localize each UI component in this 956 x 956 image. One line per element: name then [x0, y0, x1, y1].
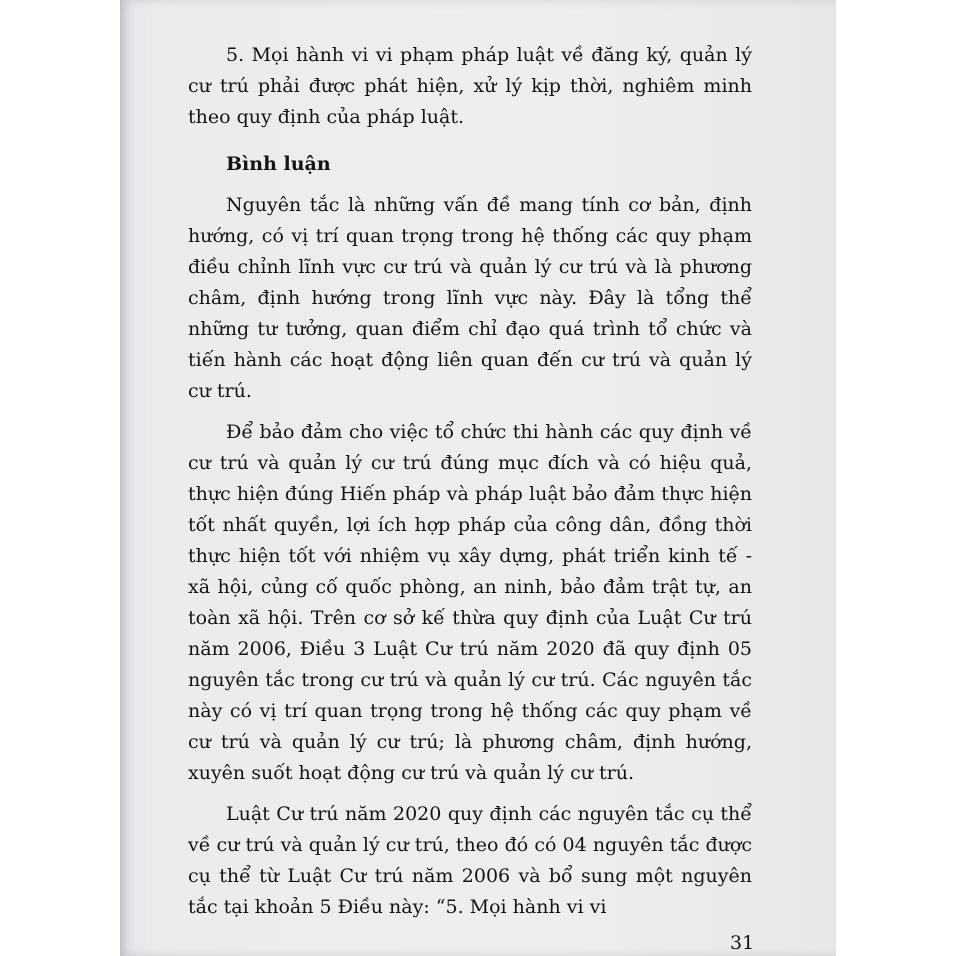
page-number: 31	[730, 932, 755, 954]
paragraph-principles-purpose: Để bảo đảm cho việc tổ chức thi hành các quy định về cư trú và quản lý cư trú đúng mục đích và có hiệu quả, thực hiện đúng Hiến pháp và pháp luật bảo đảm thực hiện tốt nhất quyền, lợi ích hợp pháp của công dân, đồng thời thực hiện tốt với nhiệm vụ xây dựng, phát triển kinh tế - xã hội, củng cố quốc phòng, an ninh, bảo đảm trật tự, an toàn xã hội. Trên cơ sở kế thừa quy định của Luật Cư trú năm 2006, Điều 3 Luật Cư trú năm 2020 đã quy định 05 nguyên tắc trong cư trú và quản lý cư trú. Các nguyên tắc này có vị trí quan trọng trong hệ thống các quy phạm về cư trú và quản lý cư trú; là phương châm, định hướng, xuyên suốt hoạt động cư trú và quản lý cư trú.	[188, 421, 752, 784]
paragraph-clause-5: 5. Mọi hành vi vi phạm pháp luật về đăng ký, quản lý cư trú phải được phát hiện, xử lý kịp thời, nghiêm minh theo quy định của pháp luật.	[188, 44, 752, 128]
paragraph-principles-definition: Nguyên tắc là những vấn đề mang tính cơ bản, định hướng, có vị trí quan trọng trong hệ thống các quy phạm điều chỉnh lĩnh vực cư trú và quản lý cư trú và là phương châm, định hướng trong lĩnh vực này. Đây là tổng thể những tư tưởng, quan điểm chỉ đạo quá trình tổ chức và tiến hành các hoạt động liên quan đến cư trú và quản lý cư trú.	[188, 194, 752, 402]
section-heading: Bình luận	[226, 153, 331, 175]
paragraph-principles-2020: Luật Cư trú năm 2020 quy định các nguyên tắc cụ thể về cư trú và quản lý cư trú, theo đó có 04 nguyên tắc được cụ thể từ Luật Cư trú năm 2006 và bổ sung một nguyên tắc tại khoản 5 Điều này: “5. Mọi hành vi vi	[188, 803, 752, 918]
page-body	[188, 40, 752, 923]
